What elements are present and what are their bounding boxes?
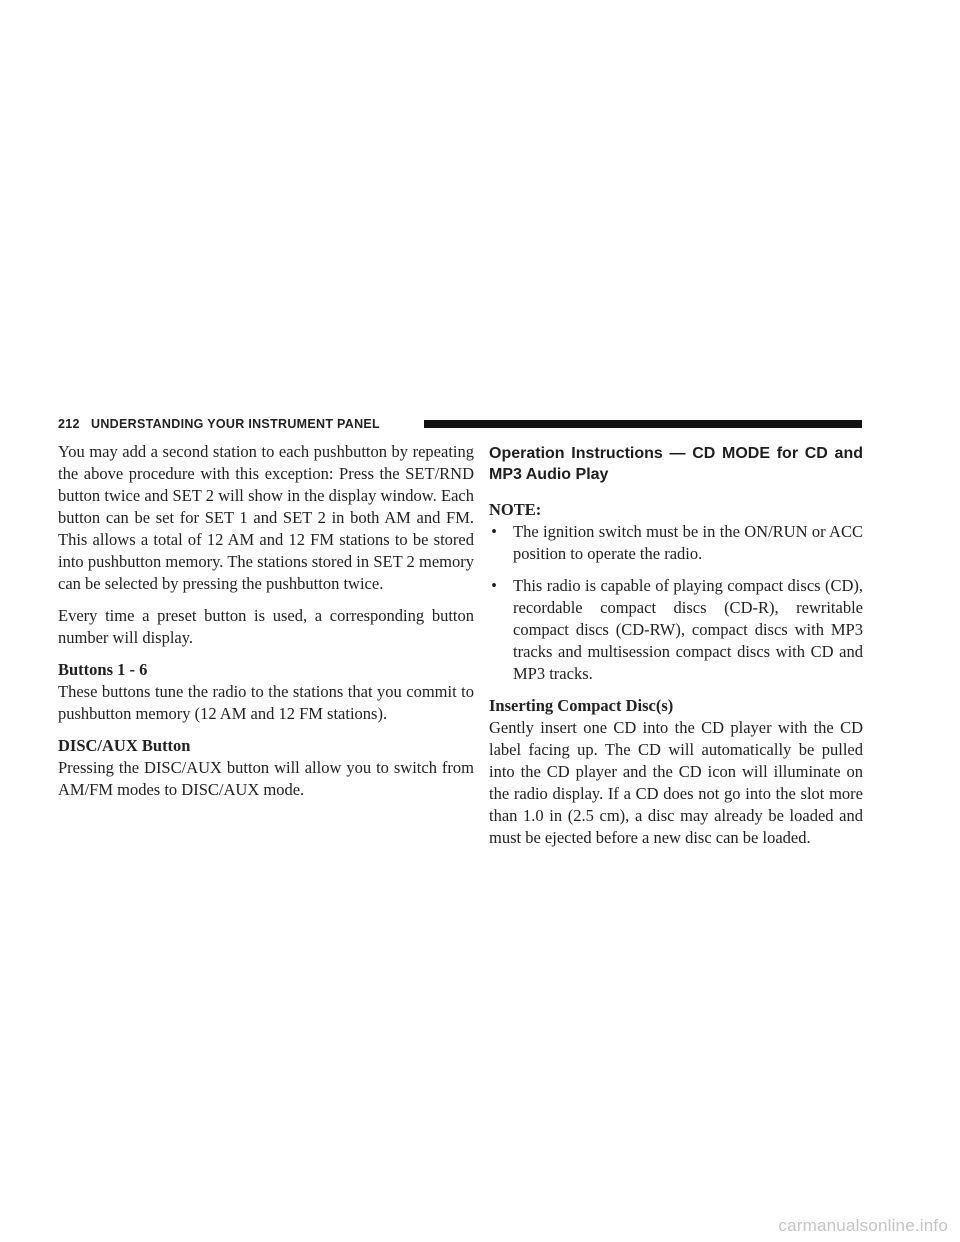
section-disc-aux xyxy=(58,735,474,801)
right-column xyxy=(489,441,863,849)
paragraph-second-station: You may add a second station to each pushbutton by repeating the above procedure with this exception: Press the SET/RND button twice and SET 2 will show in the display window. Each button can be set for SET 1 and SET 2 in both AM and FM. This allows a total of 12 AM and 12 FM stations to be stored into pushbutton memory. The stations stored in SET 2 memory can be selected by pressing the pushbutton twice. xyxy=(58,442,474,593)
bullet-icon: • xyxy=(491,576,497,595)
note-label: NOTE: xyxy=(489,500,542,519)
left-column xyxy=(58,441,474,801)
section-buttons-1-6 xyxy=(58,659,474,725)
bullet-icon: • xyxy=(491,522,497,541)
header-rule xyxy=(424,420,862,428)
note-bullet-list xyxy=(489,521,863,685)
bullet-text-disc-types: This radio is capable of playing compact discs (CD), recordable compact discs (CD-R), rewritable compact discs (CD-RW), compact discs with MP3 tracks and multisession compact discs with CD and MP3 tracks. xyxy=(513,576,863,683)
running-title: UNDERSTANDING YOUR INSTRUMENT PANEL xyxy=(91,417,380,431)
text-disc-aux: Pressing the DISC/AUX button will allow you to switch from AM/FM modes to DISC/AUX mode. xyxy=(58,758,474,799)
subhead-inserting-cd: Inserting Compact Disc(s) xyxy=(489,696,674,715)
subhead-buttons-1-6: Buttons 1 - 6 xyxy=(58,660,148,679)
subhead-disc-aux: DISC/AUX Button xyxy=(58,736,191,755)
text-inserting-cd: Gently insert one CD into the CD player with the CD label facing up. The CD will automatically be pulled into the CD player and the CD icon will illuminate on the radio display. If a CD does not go into the slot more than 1.0 in (2.5 cm), a disc may already be loaded and must be ejected before a new disc can be loaded. xyxy=(489,718,863,847)
text-buttons-1-6: These buttons tune the radio to the stations that you commit to pushbutton memory (12 AM and 12 FM stations). xyxy=(58,682,474,723)
section-inserting-cd xyxy=(489,695,863,849)
bullet-text-ignition: The ignition switch must be in the ON/RUN or ACC position to operate the radio. xyxy=(513,522,863,563)
section-title-cd-mode: Operation Instructions — CD MODE for CD and MP3 Audio Play xyxy=(489,445,863,483)
list-item xyxy=(489,575,863,685)
watermark: carmanualsonline.info xyxy=(778,1216,948,1235)
page-number: 212 xyxy=(58,417,80,431)
paragraph-preset-display: Every time a preset button is used, a corresponding button number will display. xyxy=(58,606,474,647)
list-item xyxy=(489,521,863,565)
